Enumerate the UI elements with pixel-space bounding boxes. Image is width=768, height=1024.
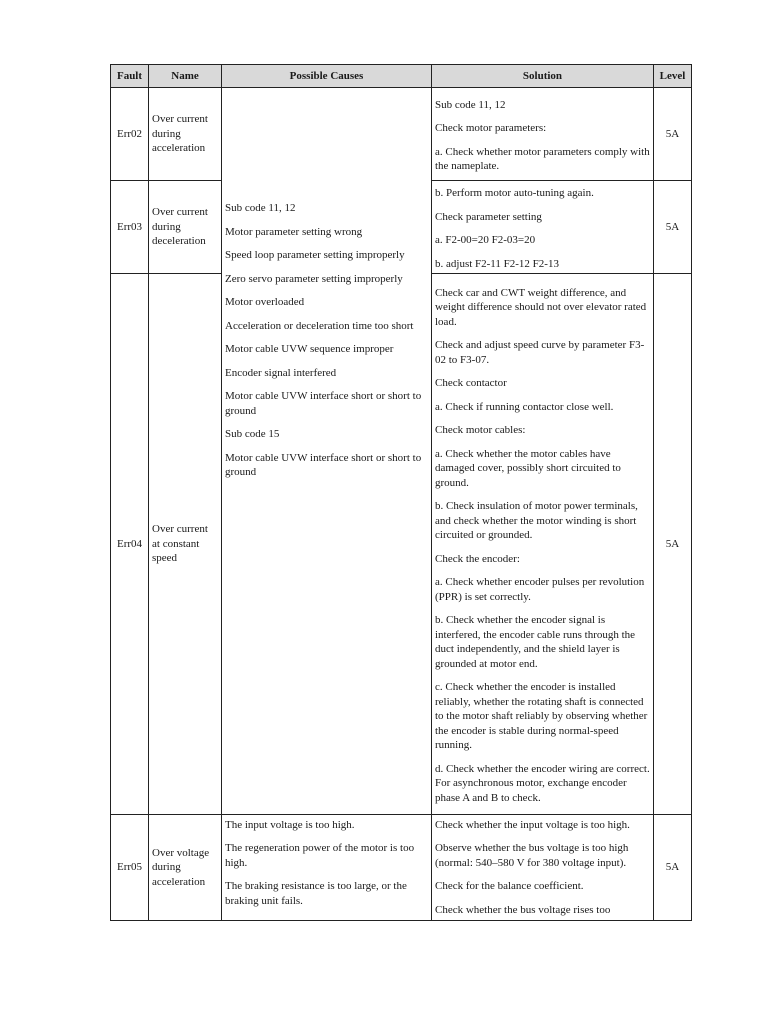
solution-line: b. adjust F2-11 F2-12 F2-13 — [435, 257, 559, 270]
cause-line: Motor cable UVW sequence improper — [225, 343, 394, 356]
cause-line: The regeneration power of the motor is too high. — [225, 842, 415, 869]
solution-line: Check for the balance coefficient. — [435, 880, 584, 893]
solution-cell — [432, 88, 654, 181]
solution-line: b. Check insulation of motor power terminals, and check whether the motor winding is short circuited or grounded. — [435, 500, 638, 542]
solution-line: a. F2-00=20 F2-03=20 — [435, 234, 536, 246]
causes-cell — [222, 815, 432, 921]
fault-code: Err03 — [111, 181, 149, 274]
fault-name: Over current during acceleration — [149, 88, 222, 181]
solution-cell — [432, 815, 654, 921]
solution-line: Check motor cables: — [435, 424, 526, 437]
cause-line: The input voltage is too high. — [225, 818, 355, 831]
solution-line: Check motor parameters: — [435, 122, 547, 134]
header-causes: Possible Causes — [222, 65, 432, 88]
cause-line: Zero servo parameter setting improperly — [225, 272, 403, 285]
fault-name: Over current during deceleration — [149, 181, 222, 274]
solution-line: Check contactor — [435, 377, 507, 390]
cause-line: Encoder signal interfered — [225, 366, 337, 379]
shared-causes-cell — [222, 88, 432, 815]
fault-name: Over current at constant speed — [149, 274, 222, 815]
table-header-row — [111, 65, 692, 88]
cause-line: Sub code 15 — [225, 428, 280, 441]
header-fault: Fault — [111, 65, 149, 88]
solution-line: b. Perform motor auto-tuning again. — [435, 187, 594, 199]
table-row — [111, 815, 692, 921]
cause-line: Acceleration or deceleration time too short — [225, 319, 414, 332]
table-row — [111, 88, 692, 181]
fault-level: 5A — [654, 815, 692, 921]
fault-code: Err05 — [111, 815, 149, 921]
solution-line: Check parameter setting — [435, 210, 542, 223]
solution-line: a. Check whether motor parameters comply with the nameplate. — [435, 145, 650, 172]
fault-level: 5A — [654, 181, 692, 274]
cause-line: Motor cable UVW interface short or short to ground — [225, 451, 422, 479]
solution-line: d. Check whether the encoder wiring are correct. For asynchronous motor, exchange encoder phase A and B to check. — [435, 762, 650, 804]
solution-line: Check car and CWT weight difference, and weight difference should not over elevator rated load. — [435, 286, 647, 328]
cause-line: Motor parameter setting wrong — [225, 225, 363, 238]
solution-cell — [432, 181, 654, 274]
solution-line: Check whether the bus voltage rises too — [435, 903, 611, 916]
solution-line: c. Check whether the encoder is installed reliably, whether the rotating shaft is connected to the motor shaft reliably by observing whether the encoder is stable during normal-speed running. — [435, 681, 648, 752]
solution-line: Sub code 11, 12 — [435, 98, 506, 111]
solution-line: Observe whether the bus voltage is too high (normal: 540–580 V for 380 voltage input). — [435, 842, 629, 869]
solution-line: Check whether the input voltage is too high. — [435, 818, 630, 831]
solution-line: Check and adjust speed curve by parameter F3-02 to F3-07. — [435, 339, 645, 366]
fault-code: Err02 — [111, 88, 149, 181]
cause-line: Motor cable UVW interface short or short to ground — [225, 390, 422, 417]
fault-code: Err04 — [111, 274, 149, 815]
cause-line: Motor overloaded — [225, 296, 305, 309]
fault-level: 5A — [654, 274, 692, 815]
fault-name: Over voltage during acceleration — [149, 815, 222, 921]
solution-line: a. Check whether encoder pulses per revolution (PPR) is set correctly. — [435, 576, 645, 603]
cause-line: Speed loop parameter setting improperly — [225, 249, 405, 262]
solution-cell — [432, 274, 654, 815]
fault-table — [110, 64, 692, 921]
cause-line: Sub code 11, 12 — [225, 202, 296, 215]
solution-line: b. Check whether the encoder signal is interfered, the encoder cable runs through the duct independently, and the shield layer is grounded at motor end. — [435, 614, 636, 670]
fault-level: 5A — [654, 88, 692, 181]
header-level: Level — [654, 65, 692, 88]
solution-line: a. Check if running contactor close well. — [435, 400, 614, 413]
header-solution: Solution — [432, 65, 654, 88]
header-name: Name — [149, 65, 222, 88]
cause-line: The braking resistance is too large, or the braking unit fails. — [225, 880, 407, 907]
solution-line: a. Check whether the motor cables have damaged cover, possibly short circuited to ground. — [435, 447, 621, 489]
solution-line: Check the encoder: — [435, 552, 520, 565]
